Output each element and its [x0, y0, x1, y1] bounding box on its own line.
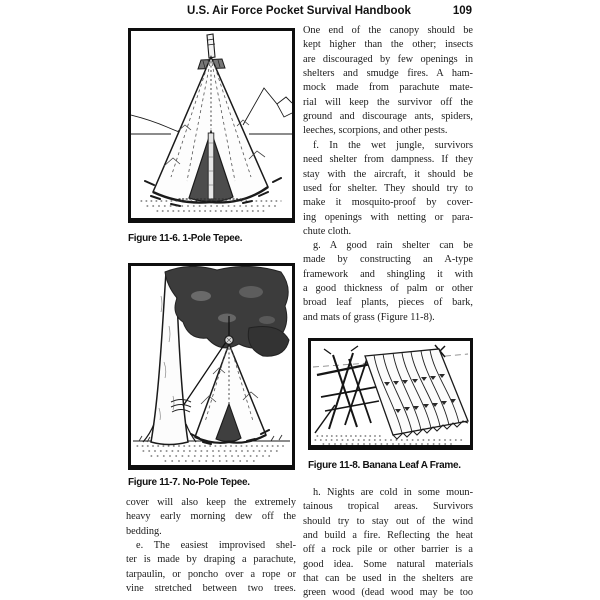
text-line: f. In the wet jungle, survivors	[313, 140, 473, 151]
figure-caption-11-6: Figure 11-6. 1-Pole Tepee.	[128, 233, 243, 244]
text-line: g. A good rain shelter can be	[313, 240, 473, 251]
figure-box-one-pole-tepee	[128, 28, 295, 223]
text-line: kept higher than the other; insects	[303, 39, 473, 51]
text-line: off a rock pile or other barrier is a	[303, 544, 473, 556]
text-line: ter is made by draping a parachute,	[126, 554, 296, 566]
text-line: cover will also keep the extremely	[126, 497, 296, 508]
text-line: h. Nights are cold in some moun-	[313, 487, 473, 498]
text-line: and mats of grass (Figure 11-8).	[303, 311, 435, 323]
ground-stipple	[315, 436, 463, 444]
paragraph-canopy	[303, 24, 473, 139]
text-line: good idea. Some natural materials	[303, 558, 473, 570]
figure-box-no-pole-tepee	[128, 263, 295, 470]
text-line: ground and discourage ants, spiders,	[303, 110, 473, 122]
paragraph-g	[303, 239, 473, 325]
text-line: rial will keep the survivor off the	[303, 96, 473, 108]
tepee-pole-top	[207, 34, 215, 58]
text-line: tarpaulin, or poncho over a rope or	[126, 568, 296, 580]
text-line: a good thickness of palm or other	[303, 282, 473, 294]
paragraph-cover	[126, 496, 296, 539]
ground-stipple	[141, 199, 281, 211]
text-line: vine stretched between two trees.	[126, 582, 296, 594]
text-line: leeches, scorpions, and other pests.	[303, 125, 448, 137]
page-number: 109	[452, 5, 472, 17]
figure-caption-11-7: Figure 11-7. No-Pole Tepee.	[128, 477, 250, 488]
right-column	[303, 0, 473, 600]
text-line: One end of the canopy should be	[303, 25, 473, 36]
text-line: heavy early morning dew off the	[126, 511, 296, 523]
text-line: mock made from parachute mate-	[303, 82, 473, 94]
paragraph-h	[303, 486, 473, 600]
paragraph-f	[303, 139, 473, 239]
text-line: framework and shingling it with	[303, 268, 473, 280]
banana-leaf-a-frame-illustration	[311, 341, 470, 445]
figure-box-banana-leaf-a-frame	[308, 338, 473, 450]
text-line: need shelter from dampness. If they	[303, 154, 473, 166]
one-pole-tepee-illustration	[131, 31, 292, 218]
text-line: stay with the aircraft, it should be	[303, 168, 473, 180]
text-line: that can be used in the shelters are	[303, 572, 473, 584]
text-line: shelters and smudge fires. A ham-	[303, 67, 473, 79]
text-line: make it mosquito-proof by cover-	[303, 197, 473, 209]
text-line: and build a fire. Reflecting the heat	[303, 529, 473, 541]
text-line: chute cloth.	[303, 225, 352, 237]
ground-stipple	[137, 446, 285, 461]
text-line: ing openings with netting or para-	[303, 211, 473, 223]
paragraph-e	[126, 539, 296, 596]
no-pole-tepee-illustration	[131, 266, 292, 465]
thatch-roof	[365, 349, 468, 435]
text-line: made by constructing an A-type	[303, 254, 473, 266]
text-line: bedding.	[126, 525, 162, 537]
page-header-title: U.S. Air Force Pocket Survival Handbook	[187, 5, 411, 17]
text-line: broad leaf plants, pieces of bark,	[303, 297, 473, 309]
text-line: e. The easiest improvised shel-	[136, 540, 296, 551]
text-line: tainous tropical areas. Survivors	[303, 501, 473, 513]
text-line: used for shelter. They should try to	[303, 182, 473, 194]
text-line: are discouraged by few openings in	[303, 53, 473, 65]
text-line: green wood (dead wood may be too	[303, 587, 473, 599]
figure-caption-11-8: Figure 11-8. Banana Leaf A Frame.	[308, 460, 461, 471]
text-line: should try to stay out of the wind	[303, 515, 473, 527]
left-column	[126, 0, 296, 600]
